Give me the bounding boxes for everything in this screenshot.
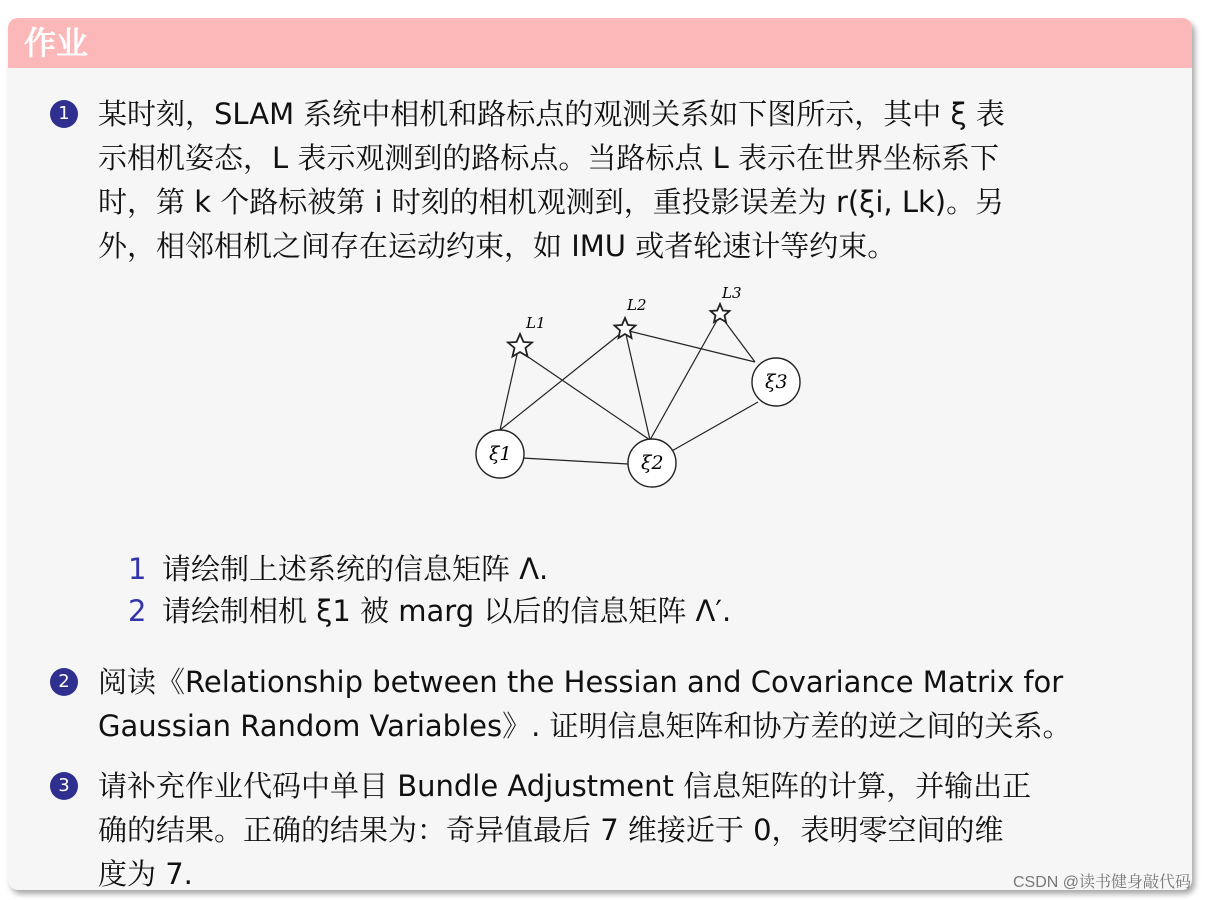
edge xyxy=(670,402,758,452)
item-line: 某时刻，SLAM 系统中相机和路标点的观测关系如下图所示，其中 ξ 表 xyxy=(98,97,1005,131)
subitem: 1 请绘制上述系统的信息矩阵 Λ. xyxy=(128,552,549,586)
camera-label: ξ2 xyxy=(641,452,664,474)
camera-label: ξ1 xyxy=(489,443,512,465)
item-line: 确的结果。正确的结果为：奇异值最后 7 维接近于 0，表明零空间的维 xyxy=(98,813,1004,847)
item-line: 阅读《Relationship between the Hessian and Covariance Matrix for xyxy=(98,665,1064,699)
landmark-star-icon xyxy=(508,334,532,357)
item-marker: 3 xyxy=(50,772,78,800)
item-line: 外，相邻相机之间存在运动约束，如 IMU 或者轮速计等约束。 xyxy=(98,229,897,263)
landmark-label: L1 xyxy=(526,314,546,332)
landmark-star-icon xyxy=(711,304,730,322)
subitem-list xyxy=(128,548,731,632)
subitem: 2 请绘制相机 ξ1 被 marg 以后的信息矩阵 Λ′. xyxy=(128,594,732,628)
camera-label: ξ3 xyxy=(765,371,788,393)
item-line: 请补充作业代码中单目 Bundle Adjustment 信息矩阵的计算，并输出正 xyxy=(98,769,1032,803)
edge xyxy=(522,458,628,464)
item-1 xyxy=(58,92,1188,268)
item-line: Gaussian Random Variables》. 证明信息矩阵和协方差的逆之间的关系。 xyxy=(98,709,1072,743)
watermark: CSDN @读书健身敲代码 xyxy=(1012,874,1191,891)
landmark-star-icon xyxy=(615,318,636,338)
item-line: 示相机姿态，L 表示观测到的路标点。当路标点 L 表示在世界坐标系下 xyxy=(98,141,999,175)
landmark-label: L3 xyxy=(722,284,742,302)
item-line: 度为 7. xyxy=(98,857,193,891)
edge xyxy=(650,315,720,440)
block-title: 作业 xyxy=(8,18,1192,68)
landmark-label: L2 xyxy=(627,296,647,314)
item-2 xyxy=(58,660,1188,748)
item-marker: 1 xyxy=(50,100,78,128)
observation-graph xyxy=(460,270,820,500)
item-marker: 2 xyxy=(50,668,78,696)
edge xyxy=(625,330,650,440)
edge xyxy=(625,330,755,362)
item-line: 时，第 k 个路标被第 i 时刻的相机观测到，重投影误差为 r(ξi, Lk)。另 xyxy=(98,185,1005,219)
